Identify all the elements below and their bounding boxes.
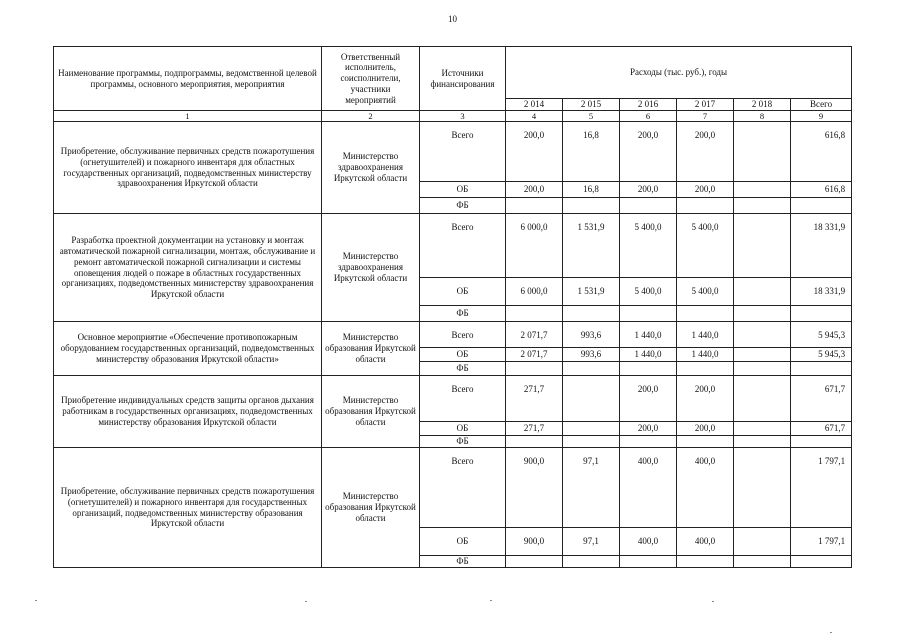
expense-value	[734, 182, 791, 198]
expense-value	[734, 278, 791, 306]
activity-name: Приобретение, обслуживание первичных средств пожаротушения (огнетушителей) и пожарного инвентаря для государственных организаций, подведомственных министерству образования Иркутской области	[54, 448, 322, 568]
expense-value	[734, 348, 791, 362]
expense-value: 1 440,0	[677, 348, 734, 362]
expense-value	[734, 322, 791, 348]
expense-value: 1 440,0	[620, 348, 677, 362]
header-year: Всего	[791, 99, 852, 111]
expense-value	[620, 198, 677, 214]
expense-value: 6 000,0	[506, 214, 563, 278]
column-number: 7	[677, 111, 734, 122]
expense-value	[734, 436, 791, 448]
header-year: 2 017	[677, 99, 734, 111]
expense-value: 400,0	[677, 528, 734, 556]
header-year: 2 015	[563, 99, 620, 111]
expense-value: 671,7	[791, 376, 852, 422]
expense-value	[506, 306, 563, 322]
table-row	[54, 322, 852, 348]
responsible-executor: Министерство образования Иркутской области	[322, 376, 420, 448]
expense-value: 1 440,0	[620, 322, 677, 348]
page-number: 10	[448, 14, 457, 24]
expense-value	[563, 362, 620, 376]
expense-value: 993,6	[563, 322, 620, 348]
funding-source: ФБ	[420, 556, 506, 568]
expense-value: 200,0	[620, 182, 677, 198]
expense-value: 2 071,7	[506, 322, 563, 348]
expense-value: 16,8	[563, 122, 620, 182]
funding-source: ОБ	[420, 182, 506, 198]
expense-value: 616,8	[791, 122, 852, 182]
expense-value: 200,0	[620, 422, 677, 436]
expense-value	[563, 556, 620, 568]
funding-source: ОБ	[420, 348, 506, 362]
funding-source: Всего	[420, 448, 506, 528]
funding-source: ОБ	[420, 278, 506, 306]
expense-value	[677, 556, 734, 568]
funding-source: Всего	[420, 376, 506, 422]
funding-source: ФБ	[420, 306, 506, 322]
expense-value	[677, 306, 734, 322]
expense-value: 400,0	[677, 448, 734, 528]
expense-value	[791, 198, 852, 214]
expense-value: 271,7	[506, 422, 563, 436]
expense-value: 200,0	[506, 122, 563, 182]
expense-value: 1 531,9	[563, 278, 620, 306]
scan-speck	[490, 600, 492, 601]
expense-value	[506, 198, 563, 214]
expense-value	[734, 556, 791, 568]
expense-value: 5 400,0	[677, 214, 734, 278]
expense-value	[620, 306, 677, 322]
activity-name: Основное мероприятие «Обеспечение противопожарным оборудованием государственных организаций, подведомственных министерству образования Иркутской области»	[54, 322, 322, 376]
expense-value: 1 797,1	[791, 448, 852, 528]
expense-value	[734, 362, 791, 376]
expense-value	[563, 436, 620, 448]
column-number: 1	[54, 111, 322, 122]
funding-source: Всего	[420, 122, 506, 182]
expense-value: 16,8	[563, 182, 620, 198]
responsible-executor: Министерство образования Иркутской области	[322, 322, 420, 376]
header-year: 2 018	[734, 99, 791, 111]
expense-value	[620, 362, 677, 376]
expense-value	[620, 556, 677, 568]
expense-value: 97,1	[563, 448, 620, 528]
header-expenses: Расходы (тыс. руб.), годы	[506, 47, 852, 99]
activity-name: Разработка проектной документации на установку и монтаж автоматической пожарной сигнализации, монтаж, обслуживание и ремонт автоматической пожарной сигнализации и системы оповещения людей о пожаре в областных государственных организациях, подведомственных министерству здравоохранения Иркутской области	[54, 214, 322, 322]
responsible-executor: Министерство образования Иркутской области	[322, 448, 420, 568]
expense-value	[563, 306, 620, 322]
expense-value	[734, 376, 791, 422]
column-number: 2	[322, 111, 420, 122]
column-number: 9	[791, 111, 852, 122]
expense-value: 2 071,7	[506, 348, 563, 362]
expense-value: 1 797,1	[791, 528, 852, 556]
expenses-table	[53, 46, 852, 568]
table-row	[54, 214, 852, 278]
funding-source: ОБ	[420, 528, 506, 556]
funding-source: ФБ	[420, 362, 506, 376]
funding-source: ОБ	[420, 422, 506, 436]
expense-value	[734, 306, 791, 322]
scan-speck	[712, 601, 714, 602]
expense-value	[734, 422, 791, 436]
expense-value: 200,0	[677, 422, 734, 436]
expense-value: 5 945,3	[791, 348, 852, 362]
expense-value: 5 400,0	[620, 214, 677, 278]
header-responsible: Ответственный исполнитель, соисполнители, участники мероприятий	[322, 47, 420, 111]
header-name: Наименование программы, подпрограммы, ведомственной целевой программы, основного мероприятия, мероприятия	[54, 47, 322, 111]
table-row	[54, 122, 852, 182]
expense-value: 1 531,9	[563, 214, 620, 278]
column-number: 4	[506, 111, 563, 122]
expense-value	[734, 448, 791, 528]
expense-value: 993,6	[563, 348, 620, 362]
expense-value	[506, 436, 563, 448]
expense-value: 400,0	[620, 448, 677, 528]
expense-value	[506, 556, 563, 568]
expense-value: 200,0	[677, 122, 734, 182]
expense-value	[677, 198, 734, 214]
scan-speck	[35, 600, 37, 601]
expense-value	[506, 362, 563, 376]
header-year: 2 014	[506, 99, 563, 111]
expense-value: 5 400,0	[620, 278, 677, 306]
responsible-executor: Министерство здравоохранения Иркутской области	[322, 122, 420, 214]
scan-speck	[305, 601, 307, 602]
scan-speck	[830, 632, 832, 633]
expense-value	[791, 306, 852, 322]
expense-value	[734, 122, 791, 182]
funding-source: ФБ	[420, 198, 506, 214]
header-year: 2 016	[620, 99, 677, 111]
expense-value: 200,0	[677, 182, 734, 198]
column-number: 8	[734, 111, 791, 122]
expense-value	[791, 556, 852, 568]
expense-value: 200,0	[620, 376, 677, 422]
expense-value	[677, 362, 734, 376]
expense-value: 200,0	[620, 122, 677, 182]
funding-source: Всего	[420, 322, 506, 348]
expense-value: 671,7	[791, 422, 852, 436]
expense-value: 97,1	[563, 528, 620, 556]
expense-value: 616,8	[791, 182, 852, 198]
table-row	[54, 376, 852, 422]
expense-value	[734, 214, 791, 278]
expense-value: 400,0	[620, 528, 677, 556]
expense-value	[563, 198, 620, 214]
expense-value: 6 000,0	[506, 278, 563, 306]
expense-value: 5 945,3	[791, 322, 852, 348]
expense-value	[791, 362, 852, 376]
expense-value	[734, 528, 791, 556]
expense-value	[791, 436, 852, 448]
expense-value	[677, 436, 734, 448]
expense-value: 1 440,0	[677, 322, 734, 348]
table-row	[54, 448, 852, 528]
header-source: Источники финансирования	[420, 47, 506, 111]
expense-value	[563, 376, 620, 422]
expense-value	[734, 198, 791, 214]
activity-name: Приобретение индивидуальных средств защиты органов дыхания работникам в государственных организациях, подведомственных министерству образования Иркутской области	[54, 376, 322, 448]
column-number: 6	[620, 111, 677, 122]
expense-value: 900,0	[506, 528, 563, 556]
expense-value: 200,0	[506, 182, 563, 198]
column-number: 3	[420, 111, 506, 122]
expense-value: 271,7	[506, 376, 563, 422]
expense-value: 18 331,9	[791, 278, 852, 306]
expense-value: 5 400,0	[677, 278, 734, 306]
funding-source: ФБ	[420, 436, 506, 448]
expense-value	[620, 436, 677, 448]
expense-value	[563, 422, 620, 436]
activity-name: Приобретение, обслуживание первичных средств пожаротушения (огнетушителей) и пожарного инвентаря для областных государственных организаций, подведомственных министерству здравоохранения Иркутской области	[54, 122, 322, 214]
expense-value: 200,0	[677, 376, 734, 422]
expense-value: 900,0	[506, 448, 563, 528]
expense-value: 18 331,9	[791, 214, 852, 278]
responsible-executor: Министерство здравоохранения Иркутской области	[322, 214, 420, 322]
funding-source: Всего	[420, 214, 506, 278]
column-number: 5	[563, 111, 620, 122]
